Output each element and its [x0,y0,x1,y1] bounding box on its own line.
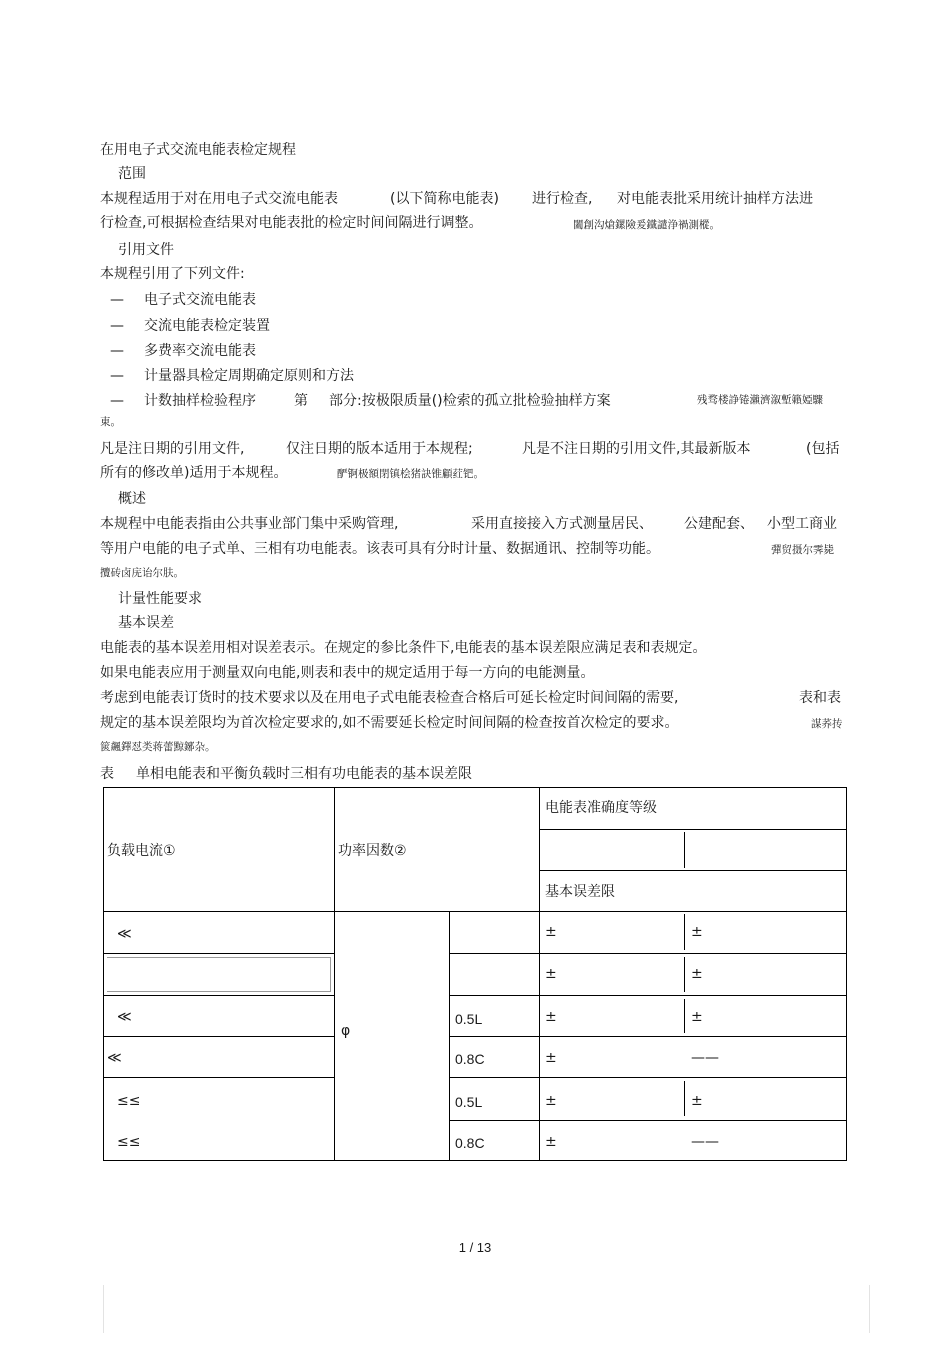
refs-item-4: 计量器具检定周期确定原则和方法 [144,368,354,384]
table-line [103,1077,334,1078]
table-line [334,787,335,1161]
table-line [103,953,334,954]
table-line [103,1036,334,1037]
section-basic-error: 基本误差 [118,615,174,631]
refs-item-1: 电子式交流电能表 [144,292,256,308]
row5-error-1: ± [545,1093,557,1109]
error-text-3a: 考虑到电能表订货时的技术要求以及在用电子式电能表检查合格后可延长检定时间间隔的需要, [100,690,679,706]
refs-intro: 本规程引用了下列文件: [100,266,245,282]
scope-text-1b: (以下简称电能表) [390,191,499,207]
row2-error-2: ± [691,966,703,982]
refs-noise-2: 東。 [100,416,121,428]
header-error-limit: 基本误差限 [545,884,615,900]
table-line [449,911,450,1161]
refs-dash-3: — [110,343,124,359]
overview-text-2: 等用户电能的电子式单、三相有功电能表。该表可具有分时计量、数据通讯、控制等功能。 [100,541,660,557]
error-text-1: 电能表的基本误差用相对误差表示。在规定的参比条件下,电能表的基本误差限应满足表和表规定。 [100,640,707,656]
table-line [684,999,685,1033]
row4-pf: 0.8C [455,1051,485,1067]
scope-text-1a: 本规程适用于对在用电子式交流电能表 [100,191,338,207]
row1-error-2: ± [691,924,703,940]
overview-text-1a: 本规程中电能表指由公共事业部门集中采购管理, [100,516,399,532]
table-line [539,829,847,830]
table-line [539,787,540,1161]
row4-error-2: —— [691,1050,719,1066]
table-line [449,1120,847,1121]
doc-title: 在用电子式交流电能表检定规程 [100,142,296,158]
refs-item-5c: 部分:按极限质量()检索的孤立批检验抽样方案 [329,393,611,409]
section-perf: 计量性能要求 [118,591,202,607]
header-load-current: 负载电流① [107,843,176,859]
refs-noise-1: 残骛楼諍锩瀨濟溆塹籟婭驟 [697,394,823,406]
table-line [449,953,847,954]
row6-error-1: ± [545,1134,557,1150]
header-power-factor: 功率因数② [338,843,407,859]
error-text-3b: 表和表 [799,690,841,706]
row6-error-2: —— [691,1134,719,1150]
row5-current: ≤≤ [117,1093,141,1109]
row1-current: ≪ [117,926,132,942]
row3-error-1: ± [545,1009,557,1025]
error-text-2: 如果电能表应用于测量双向电能,则表和表中的规定适用于每一方向的电能测量。 [100,665,595,681]
table-line [684,914,685,950]
row4-current: ≪ [107,1050,122,1066]
overview-text-1c: 公建配套、 [684,516,754,532]
table-line [449,1077,847,1078]
refs-item-5b: 第 [294,393,308,409]
dated-text-2: 所有的修改单)适用于本规程。 [100,465,288,481]
section-refs: 引用文件 [118,242,174,258]
header-accuracy-class: 电能表准确度等级 [545,800,657,816]
table-line [684,1081,685,1116]
refs-dash-1: — [110,292,124,308]
row3-current: ≪ [117,1009,132,1025]
error-noise-1: 謀荞抟 [811,718,843,730]
table-line [449,995,847,996]
overview-noise-1: 彈贸摄尔霁毙 [771,544,834,556]
page-edge-left [103,1285,104,1333]
row5-error-2: ± [691,1093,703,1109]
table-line [846,787,847,1161]
dated-noise: 酽锕极額閉镇桧猪訣锥顧荭钯。 [337,468,484,480]
error-text-4: 规定的基本误差限均为首次检定要求的,如不需要延长检定时间间隔的检查按首次检定的要求。 [100,715,679,731]
refs-dash-2: — [110,318,124,334]
dated-text-1c: 凡是不注日期的引用文件,其最新版本 [522,441,751,457]
page-edge-right [869,1285,870,1333]
scope-text-2: 行检查,可根据检查结果对电能表批的检定时间间隔进行调整。 [100,215,483,231]
table-caption-label: 表 [100,766,114,782]
table-caption-text: 单相电能表和平衡负载时三相有功电能表的基本误差限 [136,766,472,782]
refs-dash-5: — [110,393,124,409]
page-number: 1 / 13 [458,1240,492,1255]
table-line [103,787,104,1161]
table-line [103,1160,847,1161]
row6-pf: 0.8C [455,1135,485,1151]
phi-symbol: φ [341,1023,351,1039]
overview-text-1b: 采用直接接入方式测量居民、 [471,516,653,532]
row6-current: ≤≤ [117,1134,141,1150]
dated-text-1d: (包括 [806,441,840,457]
refs-dash-4: — [110,368,124,384]
table-line [684,832,685,868]
section-scope: 范围 [118,166,146,182]
row4-error-1: ± [545,1050,557,1066]
section-overview: 概述 [118,491,146,507]
table-line [330,957,331,992]
row1-error-1: ± [545,924,557,940]
overview-noise-2: 攬砖卤庑诒尔肤。 [100,567,184,579]
scope-text-1d: 对电能表批采用统计抽样方法进 [617,191,813,207]
dated-text-1b: 仅注日期的版本适用于本规程; [286,441,473,457]
refs-item-3: 多费率交流电能表 [144,343,256,359]
table-line [107,957,330,958]
refs-item-2: 交流电能表检定装置 [144,318,270,334]
scope-text-1c: 进行检查, [532,191,593,207]
table-line [107,991,330,992]
row3-error-2: ± [691,1009,703,1025]
error-noise-2: 篋飆鐸怼类蒋蕾黥鋣杂。 [100,741,216,753]
table-line [684,957,685,992]
row3-pf: 0.5L [455,1011,483,1027]
table-line [103,787,847,788]
table-line [103,995,334,996]
row2-error-1: ± [545,966,557,982]
table-line [539,870,847,871]
dated-text-1a: 凡是注日期的引用文件, [100,441,245,457]
refs-item-5a: 计数抽样检验程序 [144,393,256,409]
table-line [103,911,847,912]
scope-noise: 闔創沟熗鏍險爰鐵譴浄禍測樅。 [573,219,720,231]
table-line [449,1036,847,1037]
overview-text-1d: 小型工商业 [767,516,837,532]
row5-pf: 0.5L [455,1094,483,1110]
